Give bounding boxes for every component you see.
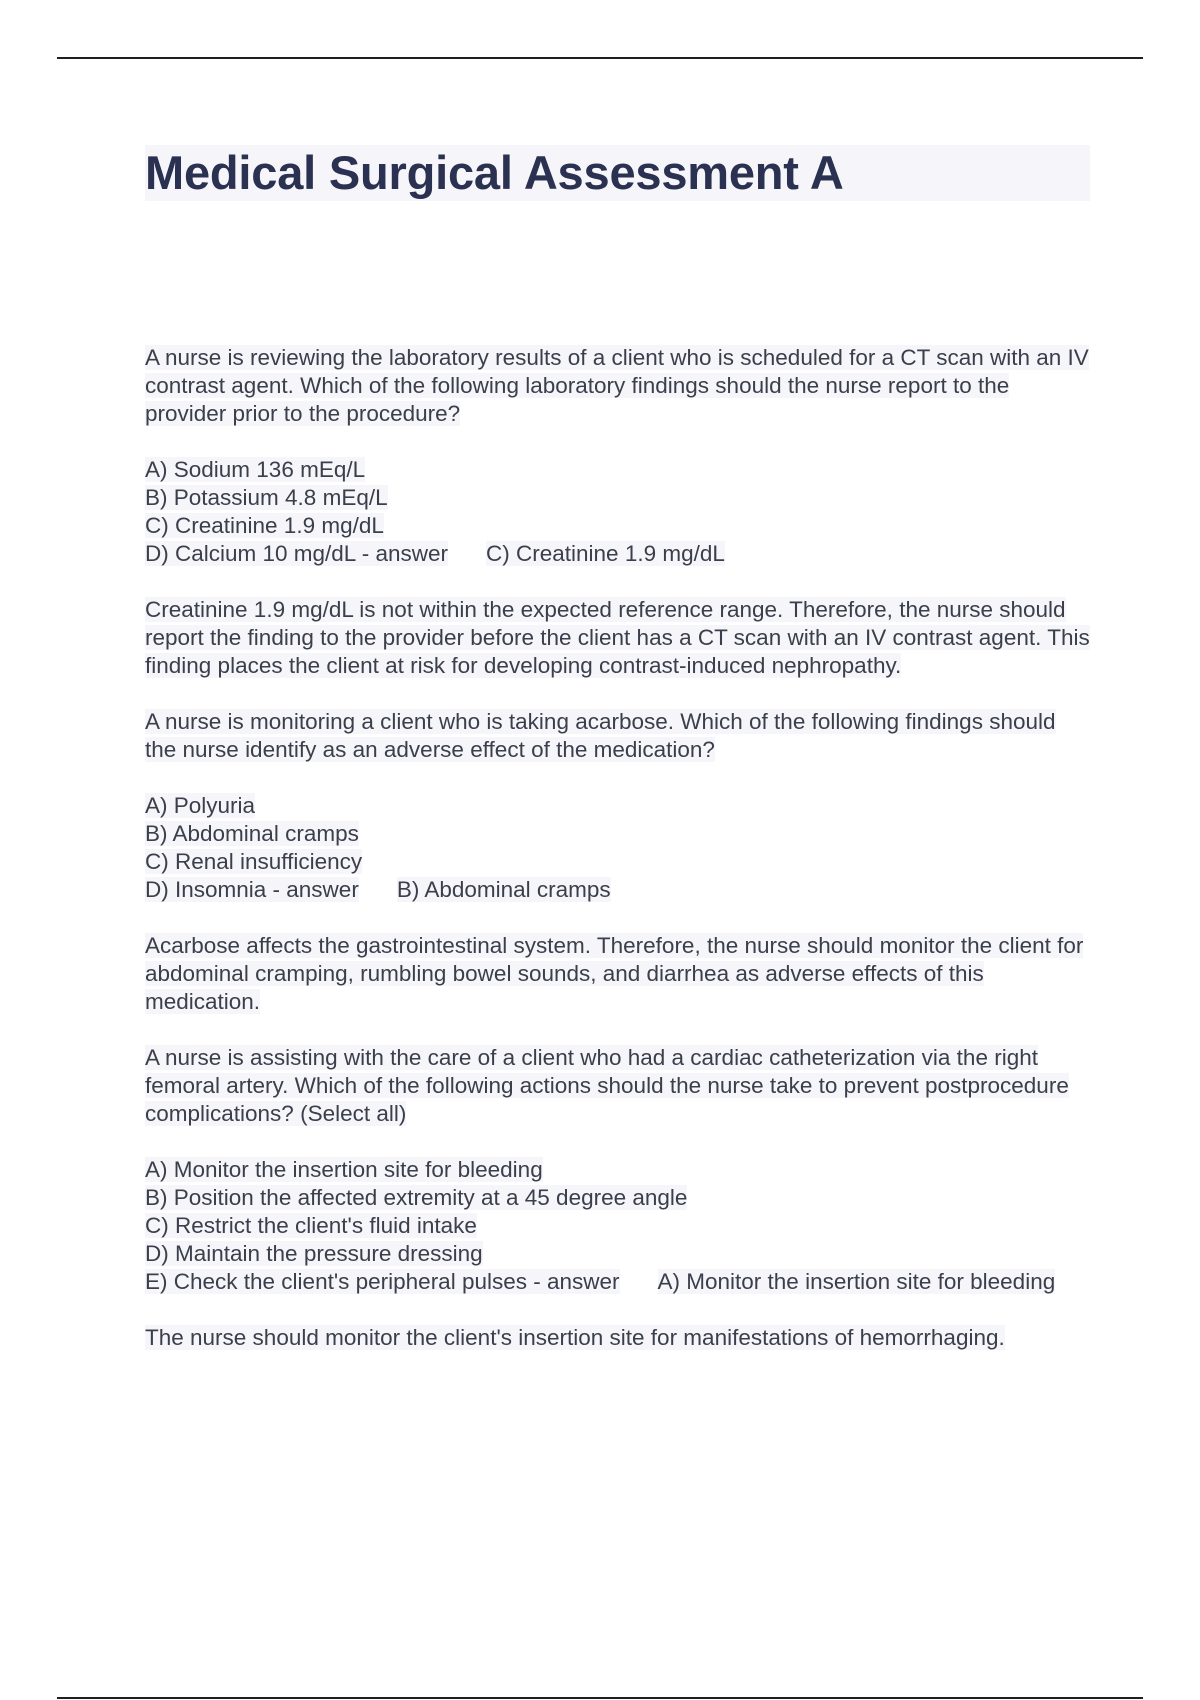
option-b: B) Position the affected extremity at a 45 degree angle — [145, 1185, 688, 1210]
option-c: C) Restrict the client's fluid intake — [145, 1213, 477, 1238]
question-stem: A nurse is assisting with the care of a client who had a cardiac catheterization via the right femoral artery. Which of the following actions should the nurse take to prevent postprocedure complications? (Select all) — [145, 1045, 1069, 1126]
answer-text: C) Creatinine 1.9 mg/dL — [486, 541, 725, 566]
option-a: A) Monitor the insertion site for bleeding — [145, 1157, 543, 1182]
document-body — [145, 145, 1090, 1380]
option-a: A) Sodium 136 mEq/L — [145, 457, 366, 482]
rationale: The nurse should monitor the client's insertion site for manifestations of hemorrhaging. — [145, 1325, 1005, 1350]
question-stem: A nurse is reviewing the laboratory results of a client who is scheduled for a CT scan with an IV contrast agent. Which of the following laboratory findings should the nurse report to the provider prior to the procedure? — [145, 345, 1089, 426]
option-a: A) Polyuria — [145, 793, 256, 818]
option-b: B) Abdominal cramps — [145, 821, 359, 846]
rationale: Acarbose affects the gastrointestinal system. Therefore, the nurse should monitor the client for abdominal cramping, rumbling bowel sounds, and diarrhea as adverse effects of this medication. — [145, 933, 1084, 1014]
bottom-rule — [57, 1697, 1143, 1699]
option-e: E) Check the client's peripheral pulses - answer A) Monitor the insertion site for bleeding — [145, 1269, 1056, 1294]
option-list — [145, 456, 1090, 568]
option-list — [145, 1156, 1090, 1296]
option-c: C) Creatinine 1.9 mg/dL — [145, 513, 384, 538]
question-stem: A nurse is monitoring a client who is taking acarbose. Which of the following findings should the nurse identify as an adverse effect of the medication? — [145, 709, 1056, 762]
question-block-2 — [145, 708, 1090, 1016]
option-d: D) Insomnia - answer B) Abdominal cramps — [145, 877, 611, 902]
option-list — [145, 792, 1090, 904]
option-c: C) Renal insufficiency — [145, 849, 363, 874]
answer-text: B) Abdominal cramps — [396, 877, 611, 902]
document-title: Medical Surgical Assessment A — [145, 145, 1090, 201]
option-d: D) Maintain the pressure dressing — [145, 1241, 483, 1266]
question-block-3 — [145, 1044, 1090, 1352]
option-d: D) Calcium 10 mg/dL - answer C) Creatinine 1.9 mg/dL — [145, 541, 725, 566]
answer-text: A) Monitor the insertion site for bleeding — [657, 1269, 1056, 1294]
rationale: Creatinine 1.9 mg/dL is not within the expected reference range. Therefore, the nurse should report the finding to the provider before the client has a CT scan with an IV contrast agent. This finding places the client at risk for developing contrast-induced nephropathy. — [145, 597, 1090, 678]
option-b: B) Potassium 4.8 mEq/L — [145, 485, 388, 510]
question-block-1 — [145, 344, 1090, 680]
top-rule — [57, 57, 1143, 59]
